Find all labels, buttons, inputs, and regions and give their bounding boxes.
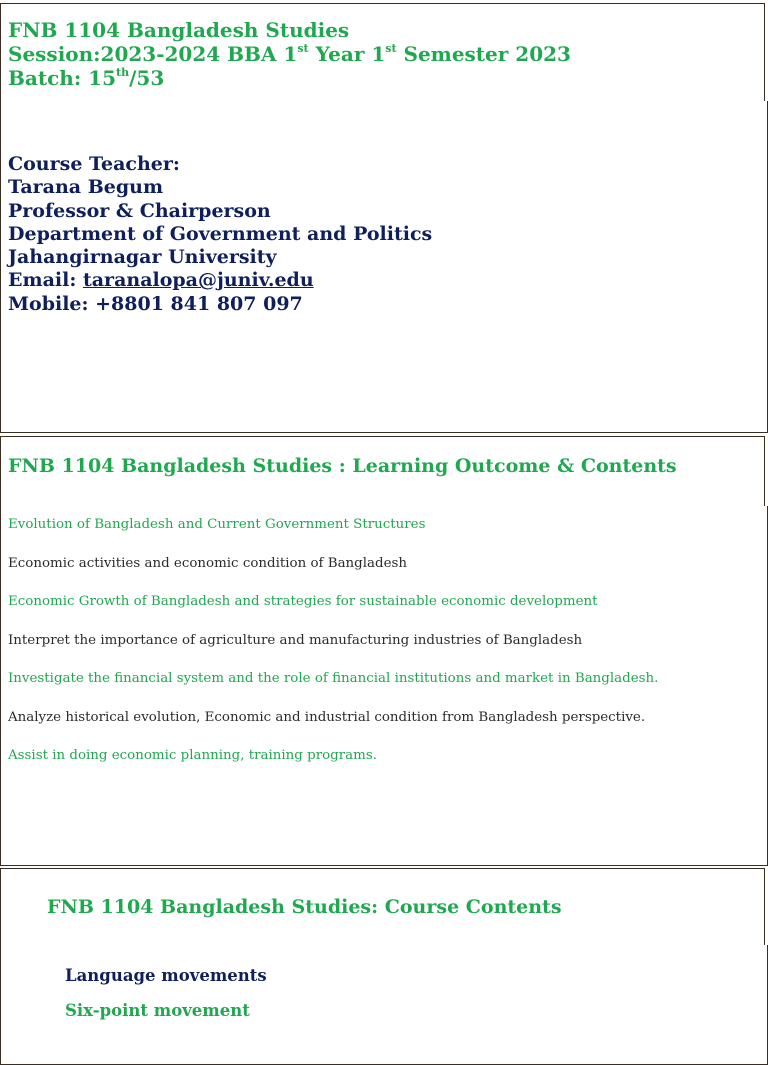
- batch-line: Batch: 15th/53: [8, 66, 165, 90]
- session-line: Session:2023-2024 BBA 1st Year 1st Semester 2023: [8, 42, 571, 66]
- slide1-title-box: [0, 3, 765, 102]
- list-item: Interpret the importance of agriculture and manufacturing industries of Bangladesh: [8, 632, 583, 648]
- slide2-body-box: [0, 506, 768, 866]
- teacher-info: [8, 153, 432, 316]
- course-contents-list: [65, 965, 267, 1035]
- slide3-title: FNB 1104 Bangladesh Studies: Course Contents: [47, 896, 562, 918]
- department: Department of Government and Politics: [8, 222, 433, 245]
- slide1-title: [8, 18, 571, 90]
- list-item: Six-point movement: [65, 1001, 250, 1020]
- mobile-line: Mobile: +8801 841 807 097: [8, 292, 303, 315]
- email-link[interactable]: taranalopa@juniv.edu: [82, 269, 314, 292]
- slide3-title-box: [0, 868, 765, 946]
- slide1-body-box: [0, 101, 768, 433]
- list-item: Analyze historical evolution, Economic and industrial condition from Bangladesh perspective.: [8, 709, 646, 725]
- list-item: Language movements: [65, 966, 267, 985]
- email-line: Email: taranalopa@juniv.edu: [8, 269, 314, 292]
- teacher-role: Professor & Chairperson: [8, 199, 271, 222]
- course-title: FNB 1104 Bangladesh Studies: [8, 18, 350, 42]
- slide3-body-box: [0, 945, 768, 1065]
- teacher-name: Tarana Begum: [8, 176, 164, 199]
- list-item: Assist in doing economic planning, training programs.: [8, 748, 377, 763]
- learning-outcomes-list: [8, 516, 658, 786]
- list-item: Economic Growth of Bangladesh and strategies for sustainable economic development: [8, 594, 598, 609]
- university: Jahangirnagar University: [8, 246, 277, 269]
- list-item: Evolution of Bangladesh and Current Government Structures: [8, 517, 426, 532]
- list-item: Economic activities and economic condition of Bangladesh: [8, 555, 408, 571]
- slide2-title: FNB 1104 Bangladesh Studies : Learning Outcome & Contents: [8, 455, 677, 477]
- slide2-title-box: [0, 436, 765, 507]
- list-item: Investigate the financial system and the role of financial institutions and market in Bangladesh.: [8, 671, 659, 686]
- teacher-heading: Course Teacher:: [8, 153, 180, 175]
